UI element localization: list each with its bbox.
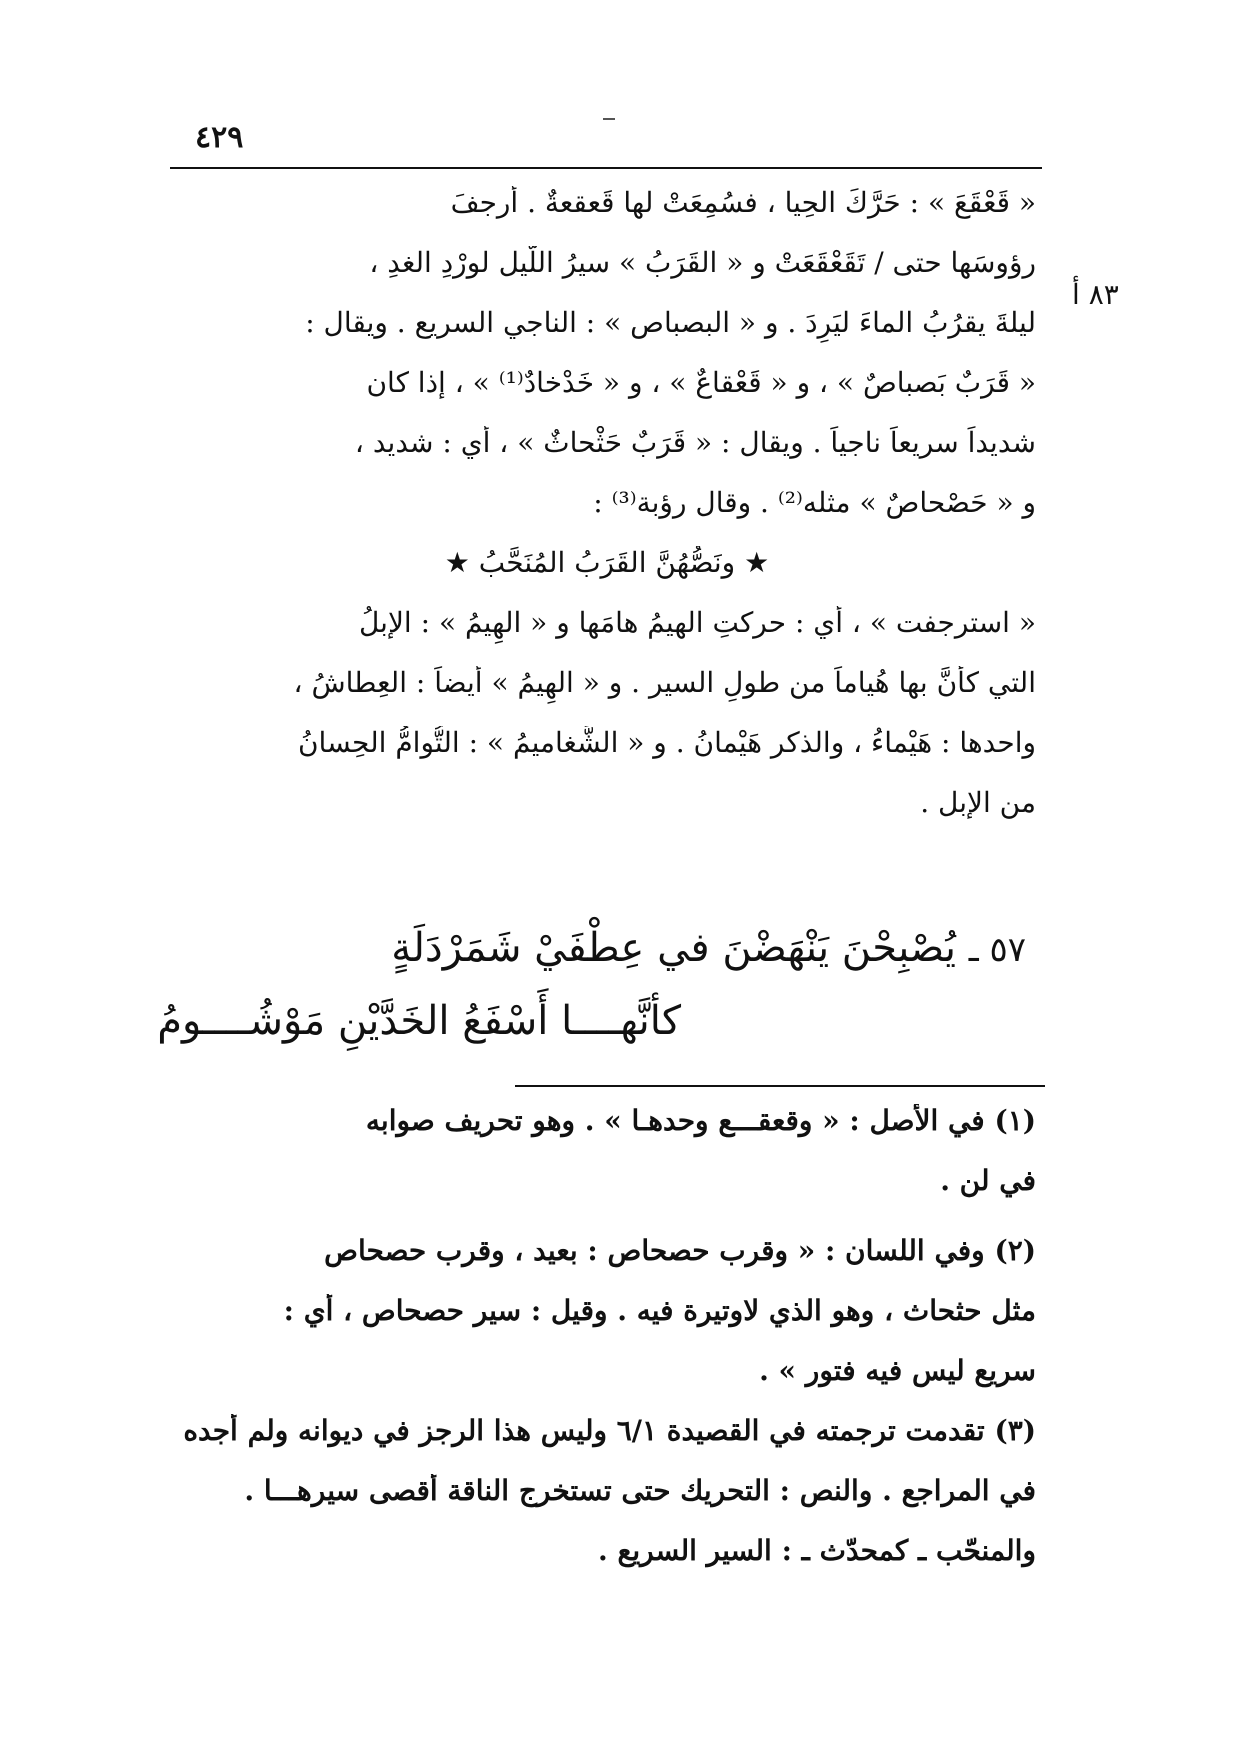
header-rule [170,167,1042,169]
footnote-line: (٣) تقدمت ترجمته في القصيدة ٦/١ وليس هذا الرجز في ديوانه ولم أجده [183,1414,1036,1447]
commentary-line: ليلةَ يقرُبُ الماءَ ليَرِدَ . و « البصباص » : الناجي السريع . ويقال : [305,306,1036,339]
page-number: ٤٢٩ [195,120,244,155]
footnote-line: والمنحّب ـ كمحدّث ـ : السير السريع . [597,1534,1036,1567]
footnote-line: مثل حثحاث ، وهو الذي لاوتيرة فيه . وقيل : سير حصحاص ، أي : [283,1294,1036,1327]
commentary-line: التي كأنَّ بها هُياماً من طولِ السير . و « الهِيمُ » أيضاً : العِطاشُ ، [293,666,1036,699]
verse-text-second: كأنَّهــــا أَسْفَعُ الخَدَّيْنِ مَوْشُــــومُ [157,998,681,1044]
verse-second-hemistich [157,998,681,1044]
commentary-line: شديداً سريعاً ناجياً . ويقال : « قَرَبٌ حَثْحاثٌ » ، أي : شديد ، [354,426,1036,459]
verse-number: ٥٧ ـ [968,930,1026,970]
commentary-line: و « حَصْحاصٌ » مثله⁽²⁾ . وقال رؤبة⁽³⁾ : [593,486,1036,519]
footnote-line: سريع ليس فيه فتور » . [759,1354,1036,1387]
footnote-line: (٢) وفي اللسان : « وقرب حصحاص : بعيد ، وقرب حصحاص [324,1234,1036,1267]
footnotes-block [178,1104,1036,1604]
commentary-line: رؤوسَها حتى / تَقَعْقَعَتْ و « القَرَبُ » سيرُ اللّيل لورْدِ الغدِ ، [369,246,1036,279]
commentary-line: واحدها : هَيْماءُ ، والذكر هَيْمانُ . و « الشَّغاميمُ » : التُّوامُّ الحِسانُ [297,726,1036,759]
footnote-line: في المراجع . والنص : التحريك حتى تستخرج الناقة أقصى سيرهـــا . [244,1474,1036,1507]
commentary-line: « قَعْقَعَ » : حَرَّكَ الحِيا ، فسُمِعَتْ لها قَعقعةٌ . أرجفَ [450,186,1036,219]
rajaz-quote: ★ ونَصُّهُنَّ القَرَبُ المُنَحَّبُ ★ [444,546,770,579]
footnote-rule [515,1085,1045,1087]
margin-folio-note: ٨٣ أ [1072,278,1119,311]
verse-first-hemistich [391,925,1026,971]
commentary-line: من الإبل . [920,786,1036,819]
footnote-line: (١) في الأصل : « وقعقـــع وحدهـا » . وهو تحريف صوابه [365,1104,1036,1137]
commentary-block [178,186,1036,906]
commentary-line: « قَرَبٌ بَصباصٌ » ، و « قَعْقاعٌ » ، و « خَدْخادٌ⁽¹⁾ » ، إذا كان [366,366,1036,399]
commentary-line: « استرجفت » ، أي : حركتِ الهيمُ هامَها و « الهِيمُ » : الإبلُ [358,606,1036,639]
verse-text-first: يُصْبِحْنَ يَنْهَضْنَ في عِطْفَيْ شَمَرْدَلَةٍ [391,925,956,971]
footnote-line: في لن . [940,1164,1036,1197]
scan-mark [603,118,615,120]
